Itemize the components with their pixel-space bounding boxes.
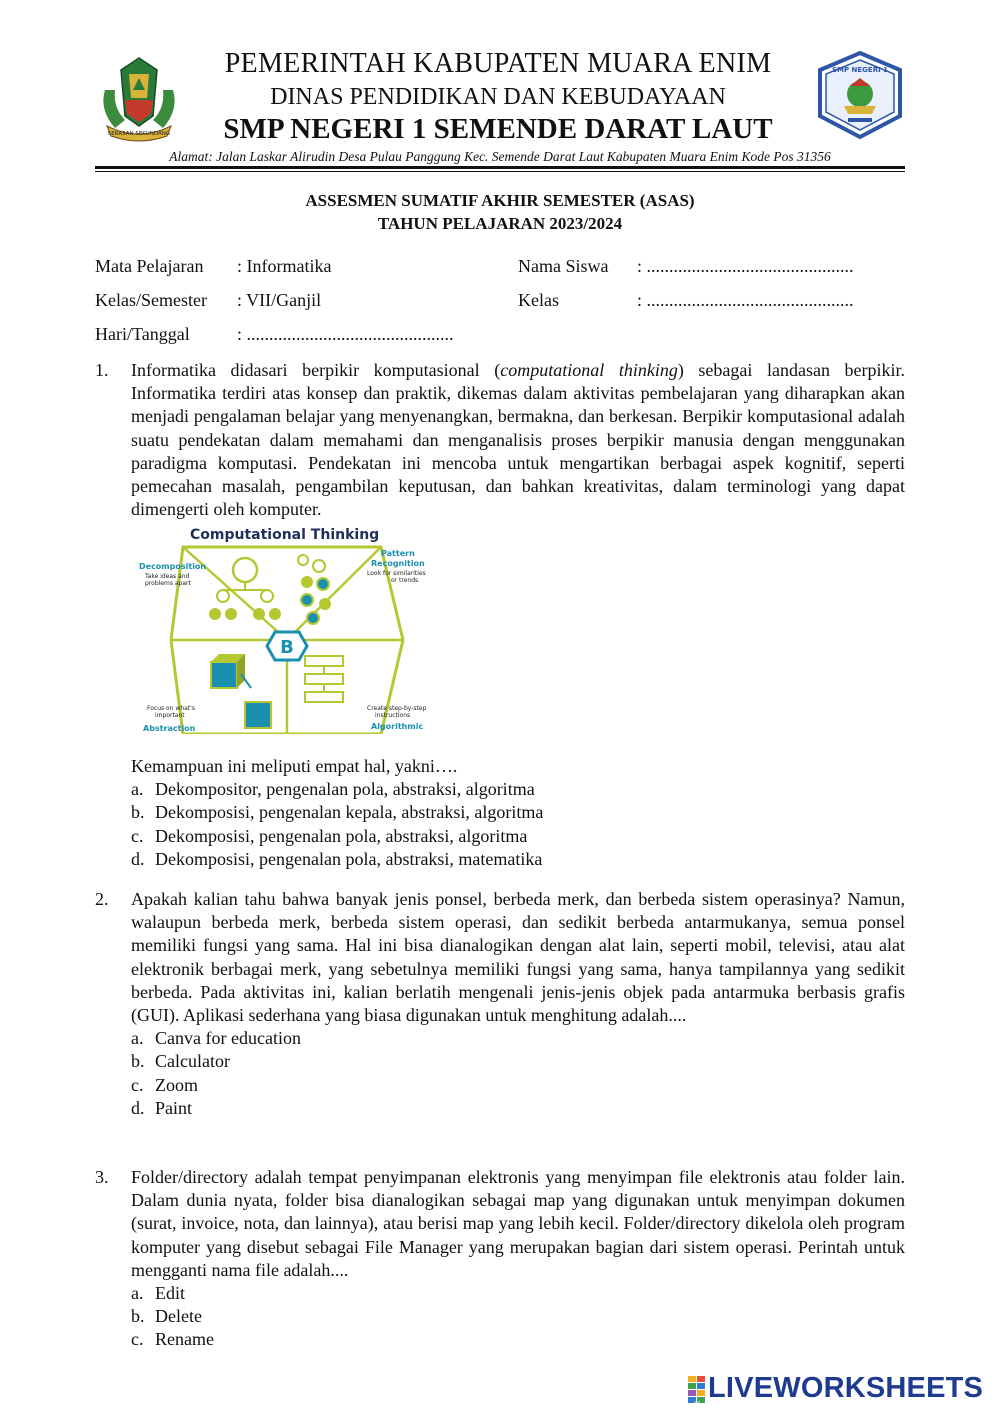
svg-text:Create step-by-step: Create step-by-step <box>367 705 427 712</box>
svg-text:LIVE: LIVE <box>693 1400 701 1404</box>
regency-emblem-logo <box>95 50 183 142</box>
student-name-label: Nama Siswa <box>518 256 609 276</box>
date-field[interactable]: : .............................................. <box>237 324 454 344</box>
svg-text:Decomposition: Decomposition <box>139 562 207 571</box>
header-divider-thick <box>95 166 905 169</box>
pattern-recognition-icon <box>298 555 331 624</box>
exam-year: TAHUN PELAJARAN 2023/2024 <box>377 214 623 233</box>
svg-text:SMP NEGERI 1: SMP NEGERI 1 <box>831 66 889 74</box>
svg-text:problems apart: problems apart <box>145 580 191 587</box>
school-logo <box>814 50 906 140</box>
liveworksheets-text: LIVEWORKSHEETS <box>708 1372 984 1404</box>
answer-option-b[interactable]: b. Delete <box>131 1306 202 1327</box>
class-semester-value: : VII/Ganjil <box>237 290 322 310</box>
answer-option-a[interactable]: a. Edit <box>131 1283 185 1304</box>
subject-value: : Informatika <box>237 256 332 276</box>
answer-option-b[interactable]: b. Dekomposisi, pengenalan kepala, abstraksi, algoritma <box>131 802 544 823</box>
svg-text:instructions: instructions <box>375 712 411 719</box>
svg-text:Algorithmic: Algorithmic <box>371 722 424 731</box>
svg-text:Abstraction: Abstraction <box>143 724 196 733</box>
answer-option-c[interactable]: c. Rename <box>131 1329 214 1350</box>
class-label: Kelas <box>518 290 559 310</box>
question-number: 1. <box>95 360 109 380</box>
student-name-field[interactable]: : .............................................. <box>637 256 854 276</box>
school-address: Alamat: Jalan Laskar Alirudin Desa Pulau Panggung Kec. Semende Darat Laut Kabupaten Muara Enim Kode Pos 31356 <box>169 149 831 164</box>
header-line-school: SMP NEGERI 1 SEMENDE DARAT LAUT <box>223 113 773 145</box>
question-2 <box>95 888 905 1120</box>
svg-text:or trends: or trends <box>391 577 419 584</box>
computational-thinking-diagram <box>135 522 435 734</box>
question-3 <box>95 1166 905 1352</box>
svg-text:Look for similarities: Look for similarities <box>367 570 426 577</box>
decomposition-tree-icon <box>209 558 281 620</box>
liveworksheets-badge-icon <box>688 1376 706 1404</box>
svg-text:Focus on what's: Focus on what's <box>147 705 195 712</box>
answer-option-a[interactable]: a. Dekompositor, pengenalan pola, abstraksi, algoritma <box>131 779 535 800</box>
header-line-government: PEMERINTAH KABUPATEN MUARA ENIM <box>224 48 772 79</box>
date-label: Hari/Tanggal <box>95 324 190 344</box>
answer-option-b[interactable]: b. Calculator <box>131 1051 230 1072</box>
answer-option-d[interactable]: d. Paint <box>131 1097 193 1118</box>
algorithmic-flowchart-icon <box>305 656 343 702</box>
question-1-choices <box>95 755 905 871</box>
svg-text:B: B <box>280 637 294 658</box>
svg-text:SERASAN SEKUNDANG: SERASAN SEKUNDANG <box>107 131 171 137</box>
class-semester-label: Kelas/Semester <box>95 290 207 310</box>
question-number: 3. <box>95 1167 109 1187</box>
question-text: Apakah kalian tahu bahwa banyak jenis ponsel, berbeda merk, dan berbeda sistem operasinya? Namun, walaupun berbeda merk, berbeda sistem operasi, dan sedikit berbeda antarmukanya, semua ponsel memiliki fungsi yang sama. Hal ini bisa dianalogikan dengan alat lain, seperti mobil, televisi, atau alat elektronik berbagai merk, yang sebetulnya memiliki fungsi yang sama, hanya tampilannya yang sedikit berbeda. Pada aktivitas ini, kalian berlatih mengenali jenis-jenis objek pada antarmuka berbasis grafis (GUI). Aplikasi sederhana yang biasa digunakan untuk menghitung adalah.... <box>131 889 905 1026</box>
class-field[interactable]: : .............................................. <box>637 290 854 310</box>
question-number: 2. <box>95 889 109 909</box>
question-prompt: Kemampuan ini meliputi empat hal, yakni…. <box>131 756 458 776</box>
exam-title: ASSESMEN SUMATIF AKHIR SEMESTER (ASAS) <box>305 191 695 210</box>
header-divider-thin <box>95 171 905 172</box>
question-text: Folder/directory adalah tempat penyimpanan elektronis yang menyimpan file elektronis atau folder lain. Dalam dunia nyata, folder bisa dianalogikan sebagai map yang digunakan untuk menyimpan dokumen (surat, invoice, nota, dan lainnya), atau berisi map yang lebih kecil. Folder/directory dikelola oleh program komputer yang disebut sebagai File Manager yang merupakan bagian dari sistem operasi. Perintah untuk mengganti nama file adalah.... <box>131 1167 905 1280</box>
diagram-title: Computational Thinking <box>190 527 380 543</box>
question-1 <box>95 359 905 521</box>
svg-text:Take ideas and: Take ideas and <box>145 573 190 580</box>
question-text: Informatika didasari berpikir komputasional (computational thinking) sebagai landasan berpikir. Informatika terdiri atas konsep dan praktik, dikemas dalam aktivitas pembelajaran yang diharapkan akan menjadi pengalaman belajar yang menyenangkan, bermakna, dan berkesan. Berpikir komputasional adalah suatu pendekatan dalam memahami dan menganalisis proses berpikir manusia dengan menggunakan paradigma komputasi. Pendekatan ini mencoba untuk mengartikan berbagai aspek kognitif, seperti pemecahan masalah, pengambilan keputusan, dan bahkan kreativitas, dalam terminologi yang dapat dimengerti oleh komputer. <box>131 360 906 520</box>
answer-option-a[interactable]: a. Canva for education <box>131 1028 301 1049</box>
svg-text:Recognition: Recognition <box>371 559 425 568</box>
header-line-department: DINAS PENDIDIKAN DAN KEBUDAYAAN <box>270 84 726 110</box>
svg-text:important: important <box>155 712 185 719</box>
answer-option-c[interactable]: c. Zoom <box>131 1074 198 1095</box>
answer-option-d[interactable]: d. Dekomposisi, pengenalan pola, abstraksi, matematika <box>131 848 543 869</box>
answer-option-c[interactable]: c. Dekomposisi, pengenalan pola, abstraksi, algoritma <box>131 825 528 846</box>
abstraction-cube-icon <box>211 654 271 728</box>
svg-text:Pattern: Pattern <box>381 549 415 558</box>
liveworksheets-watermark <box>688 1372 988 1408</box>
subject-label: Mata Pelajaran <box>95 256 204 276</box>
